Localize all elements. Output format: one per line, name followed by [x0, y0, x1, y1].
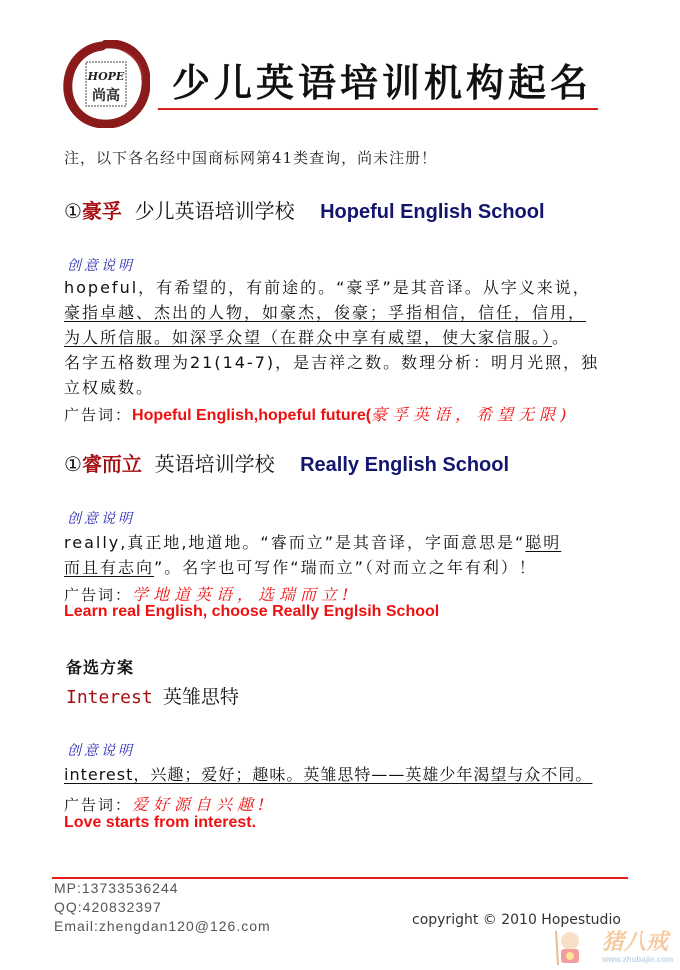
section-2-line-1-underlined: 聪明 [525, 533, 562, 552]
watermark-url: www.zhubajie.com [602, 955, 674, 964]
footer-divider [52, 877, 628, 879]
mascot-icon [550, 929, 590, 967]
section-2-line-1-text: really,真正地,地道地。“睿而立”是其音译，字面意思是“ [64, 533, 526, 552]
section-2-heading [64, 448, 509, 477]
section-2-ad-en: Learn real English, choose Really Englsih School [64, 603, 440, 620]
copyright-text: copyright © 2010 Hopestudio [412, 912, 621, 928]
zhubajie-watermark [540, 925, 680, 970]
page-title: 少儿英语培训机构起名 [172, 61, 593, 105]
section-1-line-4: 名字五格数理为21(14-7)，是吉祥之数。数理分析：明月光照，独 [64, 353, 600, 372]
alternative-ad-label: 广告词： [64, 796, 133, 814]
section-2-line-2-underlined: 而且有志向 [64, 558, 155, 577]
section-1-ad-label: 广告词： [64, 406, 133, 424]
trademark-note: 注，以下各名经中国商标网第41类查询，尚未注册！ [64, 149, 438, 167]
section-1-line-3-underlined: 为人所信服。如深孚众望（在群众中享有威望，使大家信服。） [64, 328, 553, 347]
title-divider [158, 108, 598, 110]
alternative-en-name: Interest [66, 687, 153, 708]
section-1-ad [64, 402, 571, 425]
section-2-cn-name: 睿而立 [81, 452, 142, 476]
logo-text-hope: HOPE [87, 70, 125, 83]
section-2-ad-cn: 学地道英语，选瑞而立! [132, 585, 354, 604]
section-1-ad-en: Hopeful English,hopeful future( [132, 407, 372, 424]
contact-qq: QQ:420832397 [54, 899, 162, 915]
watermark-text: 猪八戒 [602, 930, 669, 955]
contact-email: Email:zhengdan120@126.com [54, 918, 271, 934]
section-1-ad-cn: 豪孚英语，希望无限) [371, 405, 572, 424]
section-2-number: ① [64, 452, 82, 476]
section-1-cn-suffix: 少儿英语培训学校 [134, 199, 295, 223]
section-1-line-5: 立权威数。 [64, 378, 155, 397]
logo-text-cn: 尚高 [92, 88, 120, 104]
section-2-en-name: Really English School [300, 454, 510, 476]
section-1-heading [64, 195, 545, 224]
section-1-number: ① [64, 199, 82, 223]
alternative-heading [66, 682, 239, 709]
alternative-cn-name: 英雏思特 [162, 686, 239, 708]
section-2-explain-label: 创意说明 [67, 511, 135, 527]
alternative-ad [64, 792, 269, 815]
section-2-line-2 [64, 555, 537, 578]
section-1-line-1: hopeful，有希望的，有前途的。“豪孚”是其音译。从字义来说， [64, 278, 591, 297]
section-2-line-1 [64, 530, 561, 553]
section-2-line-2-text: ”。名字也可写作“瑞而立”（对而立之年有利）！ [154, 558, 537, 577]
section-1-cn-name: 豪孚 [81, 199, 122, 223]
section-2-cn-suffix: 英语培训学校 [154, 452, 275, 476]
section-1-line-3-tail: 。 [552, 328, 571, 347]
alternative-line: interest，兴趣；爱好；趣味。英雏思特——英雄少年渴望与众不同。 [64, 765, 593, 784]
section-1-line-2: 豪指卓越、杰出的人物，如豪杰，俊豪；孚指相信，信任，信用， [64, 303, 587, 322]
section-2-ad [64, 582, 353, 605]
alternative-label: 备选方案 [66, 658, 135, 677]
section-1-explain-label: 创意说明 [67, 258, 135, 274]
contact-mobile: MP:13733536244 [54, 880, 179, 896]
section-1-en-name: Hopeful English School [320, 201, 545, 223]
alternative-explain-label: 创意说明 [67, 743, 135, 759]
section-2-ad-label: 广告词： [64, 586, 133, 604]
section-1-line-3 [64, 325, 570, 348]
alternative-ad-cn: 爱好源自兴趣! [132, 795, 270, 814]
hope-studio-logo [62, 40, 150, 128]
alternative-ad-en: Love starts from interest. [64, 814, 257, 831]
